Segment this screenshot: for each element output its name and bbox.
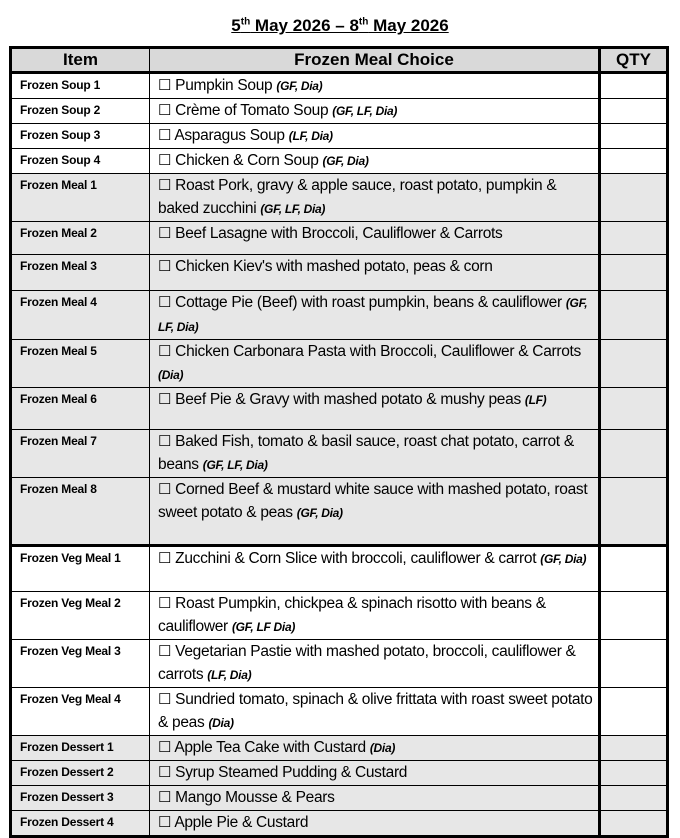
table-row: [11, 640, 668, 688]
choice-text: Beef Lasagne with Broccoli, Cauliflower & Carrots: [175, 225, 503, 242]
item-label: Frozen Soup 1: [11, 73, 150, 99]
qty-field[interactable]: [600, 99, 668, 124]
diet-tags: (LF, Dia): [288, 129, 333, 143]
diet-tags: (GF, Dia): [322, 154, 369, 168]
qty-field[interactable]: [600, 222, 668, 255]
checkbox-icon[interactable]: ☐: [158, 739, 172, 756]
table-row: [11, 478, 668, 546]
diet-tags: (Dia): [208, 716, 234, 730]
diet-tags: (GF, LF, Dia): [158, 296, 588, 334]
item-label: Frozen Dessert 3: [11, 786, 150, 811]
choice-text: Zucchini & Corn Slice with broccoli, cauliflower & carrot: [175, 550, 537, 567]
title-start-day: 5: [231, 16, 241, 35]
title-sup: th: [240, 16, 251, 28]
choice-text: Roast Pumpkin, chickpea & spinach risotto with beans & cauliflower: [158, 595, 546, 635]
choice-text: Mango Mousse & Pears: [175, 789, 335, 806]
meal-choice: [150, 736, 600, 761]
title-mid: May 2026 – 8: [250, 16, 359, 35]
item-label: Frozen Veg Meal 3: [11, 640, 150, 688]
checkbox-icon[interactable]: ☐: [158, 343, 172, 360]
qty-field[interactable]: [600, 291, 668, 340]
meal-choice: [150, 222, 600, 255]
choice-text: Cottage Pie (Beef) with roast pumpkin, beans & cauliflower: [175, 294, 562, 311]
choice-text: Corned Beef & mustard white sauce with mashed potato, roast sweet potato & peas: [158, 481, 588, 521]
checkbox-icon[interactable]: ☐: [158, 127, 172, 144]
choice-text: Vegetarian Pastie with mashed potato, broccoli, cauliflower & carrots: [158, 643, 576, 683]
choice-text: Sundried tomato, spinach & olive frittata with roast sweet potato & peas: [158, 691, 593, 731]
checkbox-icon[interactable]: ☐: [158, 550, 172, 567]
meal-choice: [150, 99, 600, 124]
diet-tags: (Dia): [158, 368, 184, 382]
qty-field[interactable]: [600, 688, 668, 736]
table-row: [11, 99, 668, 124]
checkbox-icon[interactable]: ☐: [158, 789, 172, 806]
meal-choice: [150, 786, 600, 811]
checkbox-icon[interactable]: ☐: [158, 177, 172, 194]
table-header: [11, 48, 668, 73]
checkbox-icon[interactable]: ☐: [158, 225, 172, 242]
diet-tags: (LF): [524, 393, 547, 407]
table-row: [11, 688, 668, 736]
item-label: Frozen Soup 3: [11, 124, 150, 149]
choice-text: Roast Pork, gravy & apple sauce, roast potato, pumpkin & baked zucchini: [158, 177, 557, 217]
checkbox-icon[interactable]: ☐: [158, 391, 172, 408]
meal-choice: [150, 478, 600, 546]
qty-field[interactable]: [600, 149, 668, 174]
meal-choice: [150, 255, 600, 291]
checkbox-icon[interactable]: ☐: [158, 77, 172, 94]
checkbox-icon[interactable]: ☐: [158, 258, 172, 275]
choice-text: Baked Fish, tomato & basil sauce, roast chat potato, carrot & beans: [158, 433, 574, 473]
meal-choice: [150, 124, 600, 149]
meal-choice: [150, 761, 600, 786]
item-label: Frozen Soup 2: [11, 99, 150, 124]
choice-text: Asparagus Soup: [174, 127, 285, 144]
table-row: [11, 174, 668, 222]
choice-text: Pumpkin Soup: [175, 77, 273, 94]
table-row: [11, 811, 668, 837]
item-label: Frozen Dessert 1: [11, 736, 150, 761]
item-label: Frozen Meal 3: [11, 255, 150, 291]
diet-tags: (GF, Dia): [296, 506, 343, 520]
choice-text: Apple Tea Cake with Custard: [174, 739, 366, 756]
table-row: [11, 255, 668, 291]
item-label: Frozen Soup 4: [11, 149, 150, 174]
checkbox-icon[interactable]: ☐: [158, 691, 172, 708]
qty-field[interactable]: [600, 388, 668, 430]
checkbox-icon[interactable]: ☐: [158, 595, 172, 612]
diet-tags: (GF, LF, Dia): [332, 104, 398, 118]
table-row: [11, 73, 668, 99]
qty-field[interactable]: [600, 640, 668, 688]
qty-field[interactable]: [600, 73, 668, 99]
table-row: [11, 761, 668, 786]
qty-field[interactable]: [600, 340, 668, 388]
date-range-title: [0, 16, 680, 36]
meal-choice: [150, 291, 600, 340]
meal-choice: [150, 688, 600, 736]
meal-choice: [150, 546, 600, 592]
item-label: Frozen Dessert 2: [11, 761, 150, 786]
qty-field[interactable]: [600, 255, 668, 291]
meal-choice: [150, 430, 600, 478]
table-row: [11, 124, 668, 149]
title-sup: th: [358, 16, 369, 28]
item-label: Frozen Meal 5: [11, 340, 150, 388]
table-row: [11, 430, 668, 478]
meal-choice: [150, 340, 600, 388]
qty-field[interactable]: [600, 546, 668, 592]
meal-choice: [150, 174, 600, 222]
qty-field[interactable]: [600, 811, 668, 837]
diet-tags: (GF, LF, Dia): [202, 458, 268, 472]
choice-text: Chicken Carbonara Pasta with Broccoli, Cauliflower & Carrots: [175, 343, 582, 360]
item-label: Frozen Veg Meal 4: [11, 688, 150, 736]
item-label: Frozen Meal 6: [11, 388, 150, 430]
table-row: [11, 786, 668, 811]
diet-tags: (GF, LF Dia): [231, 620, 296, 634]
table-row: [11, 592, 668, 640]
item-label: Frozen Meal 2: [11, 222, 150, 255]
header-qty: QTY: [600, 48, 668, 73]
checkbox-icon[interactable]: ☐: [158, 433, 172, 450]
checkbox-icon[interactable]: ☐: [158, 152, 172, 169]
checkbox-icon[interactable]: ☐: [158, 294, 172, 311]
diet-tags: (GF, Dia): [276, 79, 323, 93]
diet-tags: (GF, LF, Dia): [260, 202, 326, 216]
table-row: [11, 546, 668, 592]
meal-choice: [150, 640, 600, 688]
qty-field[interactable]: [600, 124, 668, 149]
qty-field[interactable]: [600, 430, 668, 478]
choice-text: Chicken Kiev's with mashed potato, peas & corn: [175, 258, 493, 275]
item-label: Frozen Dessert 4: [11, 811, 150, 837]
item-label: Frozen Veg Meal 2: [11, 592, 150, 640]
choice-text: Beef Pie & Gravy with mashed potato & mushy peas: [175, 391, 521, 408]
checkbox-icon[interactable]: ☐: [158, 481, 172, 498]
checkbox-icon[interactable]: ☐: [158, 764, 172, 781]
table-row: [11, 340, 668, 388]
qty-field[interactable]: [600, 761, 668, 786]
checkbox-icon[interactable]: ☐: [158, 814, 172, 831]
item-label: Frozen Meal 4: [11, 291, 150, 340]
diet-tags: (GF, Dia): [540, 552, 587, 566]
choice-text: Apple Pie & Custard: [174, 814, 309, 831]
diet-tags: (Dia): [369, 741, 396, 755]
diet-tags: (LF, Dia): [207, 668, 252, 682]
qty-field[interactable]: [600, 786, 668, 811]
header-choice: Frozen Meal Choice: [150, 48, 600, 73]
title-end: May 2026: [368, 16, 449, 35]
choice-text: Chicken & Corn Soup: [175, 152, 319, 169]
item-label: Frozen Veg Meal 1: [11, 546, 150, 592]
choice-text: Crème of Tomato Soup: [175, 102, 329, 119]
item-label: Frozen Meal 7: [11, 430, 150, 478]
item-label: Frozen Meal 1: [11, 174, 150, 222]
meal-choice: [150, 592, 600, 640]
meal-choice: [150, 388, 600, 430]
item-label: Frozen Meal 8: [11, 478, 150, 546]
meal-choice: [150, 811, 600, 837]
choice-text: Syrup Steamed Pudding & Custard: [175, 764, 408, 781]
qty-field[interactable]: [600, 592, 668, 640]
qty-field[interactable]: [600, 174, 668, 222]
table-row: [11, 291, 668, 340]
meal-order-table: [9, 46, 669, 838]
meal-choice: [150, 149, 600, 174]
checkbox-icon[interactable]: ☐: [158, 102, 172, 119]
qty-field[interactable]: [600, 736, 668, 761]
header-item: Item: [11, 48, 150, 73]
meal-choice: [150, 73, 600, 99]
table-row: [11, 222, 668, 255]
qty-field[interactable]: [600, 478, 668, 546]
table-row: [11, 388, 668, 430]
table-row: [11, 736, 668, 761]
table-row: [11, 149, 668, 174]
checkbox-icon[interactable]: ☐: [158, 643, 172, 660]
